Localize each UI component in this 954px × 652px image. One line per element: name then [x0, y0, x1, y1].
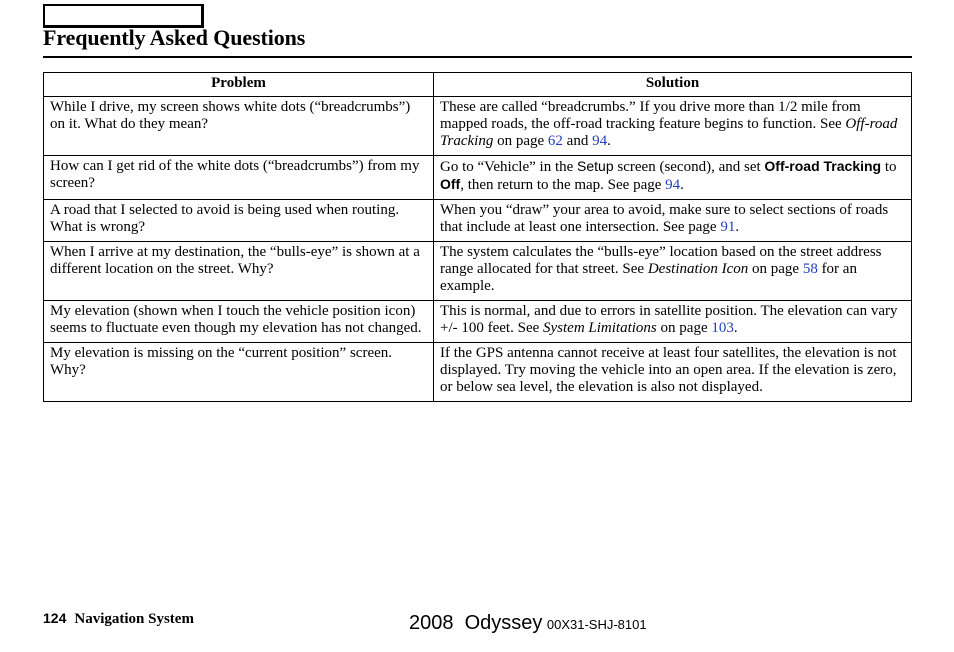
solution-text: to [881, 159, 897, 175]
table-row [44, 343, 912, 402]
solution-text: on page [748, 261, 803, 277]
footer-right [409, 612, 647, 635]
solution-cell [434, 200, 912, 242]
solution-text: . [733, 320, 738, 336]
table-row [44, 301, 912, 343]
page-link[interactable]: 58 [802, 261, 818, 277]
solution-text: for an example. [440, 261, 857, 294]
solution-text: . [735, 219, 740, 235]
solution-cell [434, 301, 912, 343]
solution-text: Go to “Vehicle” in the [440, 159, 578, 175]
page-link[interactable]: 103 [711, 320, 734, 336]
solution-cell [434, 343, 912, 402]
reference-title: System Limitations [543, 320, 657, 336]
table-row [44, 156, 912, 200]
solution-text: , then return to the map. See page [460, 177, 666, 193]
problem-cell: When I arrive at my destination, the “bulls-eye” is shown at a different location on the street. Why? [44, 242, 434, 301]
solution-text: on page [493, 133, 548, 149]
table-row [44, 200, 912, 242]
solution-cell [434, 242, 912, 301]
solution-text: When you “draw” your area to avoid, make sure to select sections of roads that include at least one intersection. See page [440, 202, 889, 235]
problem-cell: My elevation is missing on the “current position” screen. Why? [44, 343, 434, 402]
column-header-problem: Problem [44, 73, 434, 97]
solution-text: screen (second), and set [613, 159, 765, 175]
solution-text: . [680, 177, 684, 193]
solution-text: and [562, 133, 593, 149]
page-link[interactable]: 91 [720, 219, 736, 235]
solution-text: This is normal, and due to errors in satellite position. The elevation can vary +/- 100 feet. See [440, 303, 898, 336]
solution-cell [434, 156, 912, 200]
faq-table [43, 72, 912, 402]
document-code: 00X31-SHJ-8101 [546, 617, 647, 632]
reference-title: Destination Icon [647, 261, 749, 277]
table-row [44, 97, 912, 156]
problem-cell: While I drive, my screen shows white dots (“breadcrumbs”) on it. What do they mean? [44, 97, 434, 156]
solution-text: The system calculates the “bulls-eye” location based on the street address range allocated for that street. See [440, 244, 882, 277]
reference-title: Off-road Tracking [440, 116, 898, 149]
page-link[interactable]: 62 [547, 133, 563, 149]
ui-label-setup: Setup [577, 158, 614, 174]
ui-label-off: Off [440, 176, 461, 192]
solution-cell [434, 97, 912, 156]
title-rule [43, 56, 912, 58]
page-number: 124 [43, 610, 67, 626]
table-row [44, 242, 912, 301]
problem-cell: How can I get rid of the white dots (“breadcrumbs”) from my screen? [44, 156, 434, 200]
column-header-solution: Solution [434, 73, 912, 97]
ui-label-offroad-tracking: Off-road Tracking [764, 158, 882, 174]
solution-text: . [607, 133, 611, 149]
problem-cell: My elevation (shown when I touch the vehicle position icon) seems to fluctuate even though my elevation has not changed. [44, 301, 434, 343]
page-link[interactable]: 94 [592, 133, 608, 149]
solution-text: on page [656, 320, 712, 336]
page-title: Frequently Asked Questions [43, 25, 306, 50]
solution-text: If the GPS antenna cannot receive at least four satellites, the elevation is not displayed. Try moving the vehicle into an open area. If the elevation is zero, or below sea level, the elevation is also not displayed. [440, 345, 897, 395]
footer-left [43, 610, 194, 628]
page-link[interactable]: 94 [665, 177, 681, 193]
solution-text: These are called “breadcrumbs.” If you drive more than 1/2 mile from mapped roads, the off-road tracking feature begins to function. See [440, 99, 861, 132]
table-header-row [44, 73, 912, 97]
problem-cell: A road that I selected to avoid is being used when routing. What is wrong? [44, 200, 434, 242]
section-name: Navigation System [74, 611, 194, 627]
vehicle-model: 2008 Odyssey [409, 612, 543, 634]
